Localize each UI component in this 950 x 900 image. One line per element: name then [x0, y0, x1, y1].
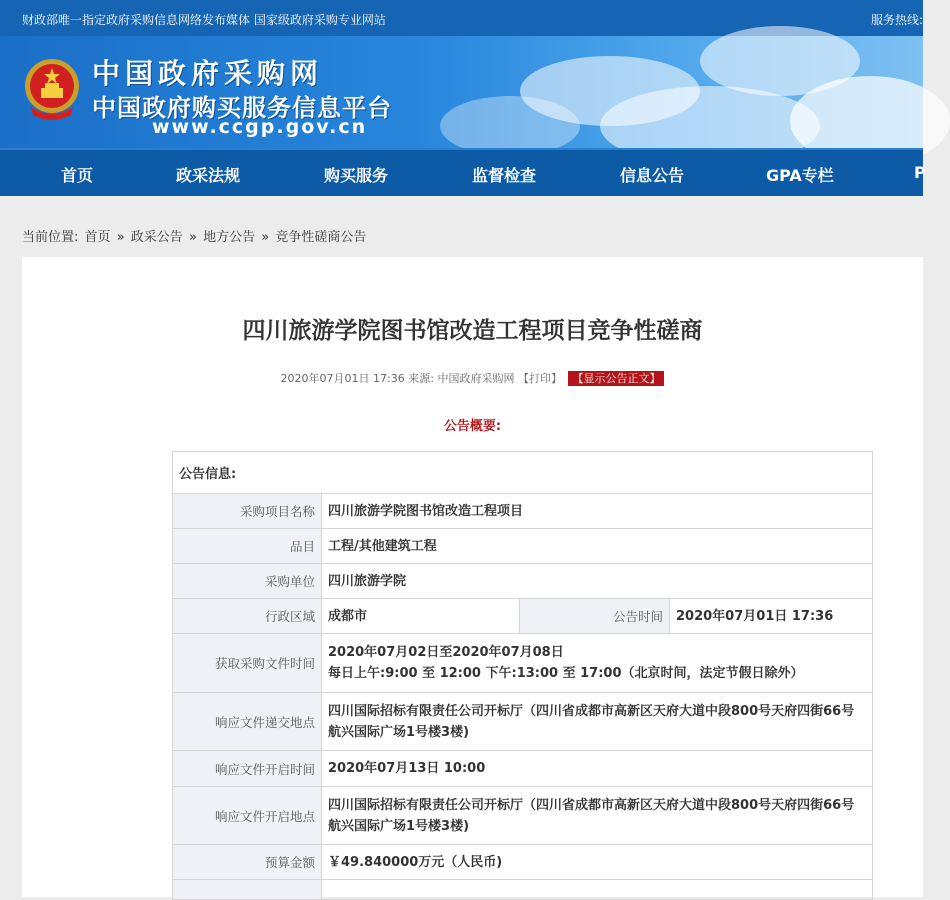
table-row — [173, 529, 873, 564]
open-time-value: 2020年07月13日 10:00 — [322, 751, 873, 787]
doc-time-value — [322, 634, 873, 693]
info-table-header: 公告信息: — [173, 452, 873, 494]
publish-date: 2020年07月01日 17:36 — [280, 372, 405, 385]
next-row-value — [322, 880, 873, 900]
breadcrumb-separator: » — [188, 230, 197, 245]
breadcrumb-separator: » — [261, 230, 270, 245]
source-label: 来源: — [408, 372, 434, 385]
table-row — [173, 494, 873, 529]
article-meta — [22, 370, 923, 386]
announce-time-label: 公告时间 — [520, 599, 670, 634]
announce-time-value: 2020年07月01日 17:36 — [670, 599, 873, 634]
open-place-value: 四川国际招标有限责任公司开标厅（四川省成都市高新区天府大道中段800号天府四街66号航兴国际广场1号楼3楼) — [322, 787, 873, 845]
category-label: 品目 — [173, 529, 322, 564]
main-nav — [0, 148, 926, 196]
nav-more[interactable]: P — [914, 163, 926, 182]
doc-time-label: 获取采购文件时间 — [173, 634, 322, 693]
nav-regulations[interactable]: 政采法规 — [176, 166, 241, 185]
breadcrumb — [22, 226, 368, 245]
table-row — [173, 452, 873, 494]
table-row — [173, 787, 873, 845]
site-logo-title[interactable]: 中国政府采购网 — [92, 57, 324, 90]
page-title: 四川旅游学院图书馆改造工程项目竞争性磋商 — [242, 318, 703, 344]
summary-heading: 公告概要: — [443, 419, 502, 434]
purchaser-value: 四川旅游学院 — [322, 564, 873, 599]
site-slogan: 财政部唯一指定政府采购信息网络发布媒体 国家级政府采购专业网站 — [22, 13, 386, 27]
article-panel — [22, 257, 923, 897]
table-row — [173, 564, 873, 599]
doc-time-dates: 2020年07月02日至2020年07月08日 — [328, 645, 564, 660]
announcement-info-table — [172, 451, 873, 900]
breadcrumb-separator: » — [116, 230, 125, 245]
project-name-value: 四川旅游学院图书馆改造工程项目 — [322, 494, 873, 529]
submit-place-label: 响应文件递交地点 — [173, 693, 322, 751]
region-value: 成都市 — [322, 599, 520, 634]
table-row — [173, 634, 873, 693]
show-body-button[interactable]: 【显示公告正文】 — [568, 371, 664, 386]
breadcrumb-announcements[interactable]: 政采公告 — [130, 230, 183, 245]
site-banner — [0, 36, 923, 148]
breadcrumb-local[interactable]: 地方公告 — [203, 230, 256, 245]
nav-supervision[interactable]: 监督检查 — [472, 166, 537, 185]
source-name: 中国政府采购网 — [437, 372, 515, 385]
table-row — [173, 693, 873, 751]
submit-place-value: 四川国际招标有限责任公司开标厅（四川省成都市高新区天府大道中段800号天府四街66号航兴国际广场1号楼3楼) — [322, 693, 873, 751]
region-label: 行政区域 — [173, 599, 322, 634]
table-row — [173, 751, 873, 787]
breadcrumb-current[interactable]: 竞争性磋商公告 — [275, 230, 367, 245]
purchaser-label: 采购单位 — [173, 564, 322, 599]
nav-announcements[interactable]: 信息公告 — [620, 166, 685, 185]
nav-home[interactable]: 首页 — [61, 166, 94, 185]
hotline-label: 服务热线: — [870, 13, 923, 27]
print-link[interactable]: 【打印】 — [517, 372, 562, 385]
site-url: www.ccgp.gov.cn — [152, 116, 368, 138]
project-name-label: 采购项目名称 — [173, 494, 322, 529]
doc-time-hours: 每日上午:9:00 至 12:00 下午:13:00 至 17:00（北京时间，法定节假日除外） — [328, 666, 804, 681]
open-place-label: 响应文件开启地点 — [173, 787, 322, 845]
open-time-label: 响应文件开启时间 — [173, 751, 322, 787]
table-row — [173, 845, 873, 880]
next-row-label — [173, 880, 322, 900]
nav-purchase-services[interactable]: 购买服务 — [324, 166, 389, 185]
table-row — [173, 599, 873, 634]
breadcrumb-prefix: 当前位置: — [22, 230, 79, 245]
nav-gpa[interactable]: GPA专栏 — [766, 166, 834, 185]
national-emblem-icon[interactable] — [23, 55, 81, 125]
table-row — [173, 880, 873, 900]
breadcrumb-home[interactable]: 首页 — [84, 230, 111, 245]
site-logo-subtitle: 中国政府购买服务信息平台 — [92, 94, 392, 122]
budget-value: ￥49.840000万元（人民币) — [322, 845, 873, 880]
category-value: 工程/其他建筑工程 — [322, 529, 873, 564]
budget-label: 预算金额 — [173, 845, 322, 880]
